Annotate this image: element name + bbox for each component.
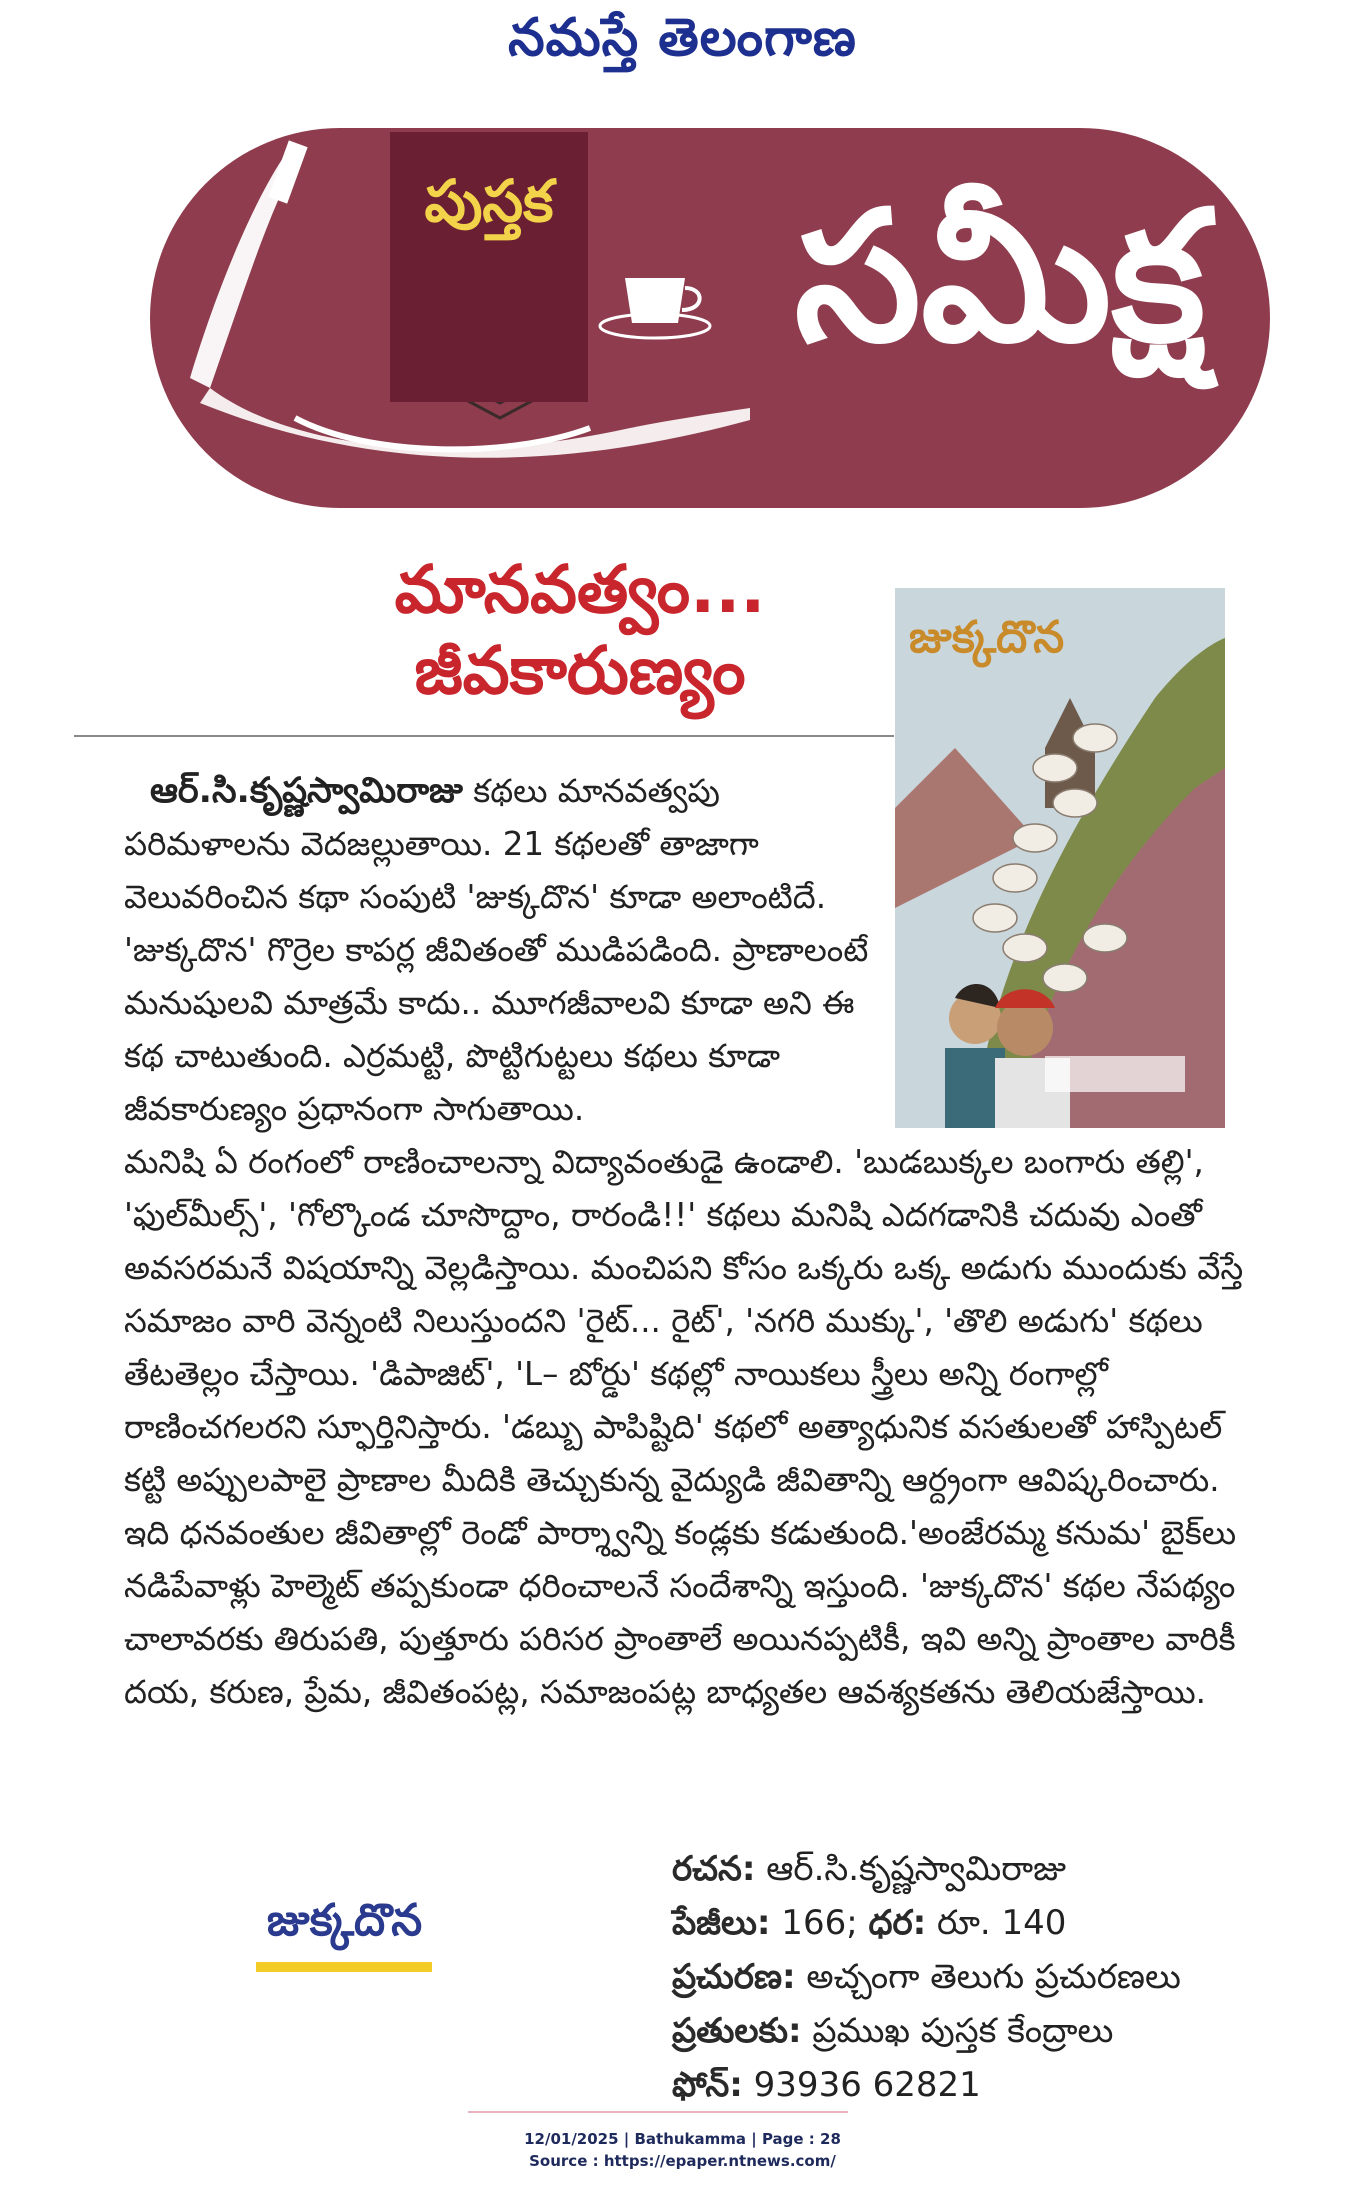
credit-phone-row (672, 2058, 1272, 2112)
credit-label: ప్రతులకు: (672, 2011, 802, 2051)
credit-author-row (672, 1842, 1272, 1896)
headline-divider (74, 735, 894, 737)
banner-tag-label: పుస్తక (424, 167, 554, 235)
credit-label: ధర: (868, 1903, 927, 1943)
section-banner (150, 128, 1270, 508)
credit-value: ప్రముఖ పుస్తక కేంద్రాలు (801, 2011, 1114, 2051)
footer-divider (468, 2111, 848, 2113)
author-lead: ఆర్.సి.కృష్ణస్వామిరాజు (150, 771, 463, 811)
credit-label: ఫోన్: (672, 2065, 743, 2105)
credit-publisher-row (672, 1950, 1272, 2004)
masthead-title: నమస్తే తెలంగాణ (508, 8, 857, 68)
credit-value: 93936 62821 (742, 2065, 981, 2105)
credit-label: పేజీలు: (672, 1903, 771, 1943)
book-credits (672, 1842, 1272, 2112)
book-name-underline (256, 1962, 432, 1972)
credit-value: అచ్చంగా తెలుగు ప్రచురణలు (795, 1957, 1181, 1997)
page-footer (0, 2128, 1365, 2172)
footer-source: Source : https://epaper.ntnews.com/ (529, 2152, 836, 2170)
headline-line-1: మానవత్వం... (394, 551, 766, 628)
credit-value: 166; (770, 1903, 869, 1943)
body-paragraph-main: మనిషి ఏ రంగంలో రాణించాలన్నా విద్యావంతుడై ఉండాలి. 'బుడబుక్కల బంగారు తల్లి', 'ఫుల్‌మీల్స్', 'గోల్కొండ చూసొద్దాం, రారండి!!' కథలు మనిషి ఎదగడానికి చదువు ఎంతో అవసరమనే విషయాన్ని వెల్లడిస్తాయి. మంచిపని కోసం ఒక్కరు ఒక్క అడుగు ముందుకు వేస్తే సమాజం వారి వెన్నంటి నిలుస్తుందని 'రైట్... రైట్', 'నగరి ముక్కు', 'తొలి అడుగు' కథలు తేటతెల్లం చేస్తాయి. 'డిపాజిట్', 'L– బోర్డు' కథల్లో నాయికలు స్త్రీలు అన్ని రంగాల్లో రాణించగలరని స్ఫూర్తినిస్తారు. 'డబ్బు పాపిష్టిది' కథలో అత్యాధునిక వసతులతో హాస్పిటల్ కట్టి అప్పులపాలై ప్రాణాల మీదికి తెచ్చుకున్న వైద్యుడి జీవితాన్ని ఆర్ద్రంగా ఆవిష్కరించారు. ఇది ధనవంతుల జీవితాల్లో రెండో పార్శ్వాన్ని కండ్లకు కడుతుంది.'అంజేరమ్మ కనుమ' బైక్‌లు నడిపేవాళ్లు హెల్మెట్ తప్పకుండా ధరించాలనే సందేశాన్ని ఇస్తుంది. 'జుక్కదొన' కథల నేపథ్యం చాలావరకు తిరుపతి, పుత్తూరు పరిసర ప్రాంతాలే అయినప్పటికీ, ఇవి అన్ని ప్రాంతాల వారికీ దయ, కరుణ, ప్రేమ, జీవితంపట్ల, సమాజంపట్ల బాధ్యతల ఆవశ్యకతను తెలియజేస్తాయి. (124, 1143, 1244, 1711)
headline-line-2: జీవకారుణ్యం (414, 631, 746, 709)
credit-value: రూ. 140 (926, 1903, 1067, 1943)
article-headline (300, 550, 860, 711)
credit-pages-row (672, 1896, 1272, 1950)
footer-date-page: 12/01/2025 | Bathukamma | Page : 28 (524, 2130, 841, 2148)
credit-label: రచన: (672, 1849, 756, 1889)
article-body (124, 765, 1254, 1719)
book-cover-title: జుక్కదొన (909, 612, 1065, 663)
credit-copies-row (672, 2004, 1272, 2058)
credit-value: ఆర్.సి.కృష్ణస్వామిరాజు (755, 1849, 1067, 1889)
body-paragraph-intro (124, 765, 884, 1136)
banner-tag-block (390, 132, 588, 402)
credit-label: ప్రచురణ: (672, 1957, 796, 1997)
book-name-label: జుక్కదొన (266, 1895, 423, 1946)
banner-title: సమీక్ష (794, 173, 1206, 382)
body-intro-text: కథలు మానవత్వపు పరిమళాలను వెదజల్లుతాయి. 21 కథలతో తాజాగా వెలువరించిన కథా సంపుటి 'జుక్కదొన' కూడా అలాంటిదే. 'జుక్కదొన' గొర్రెల కాపర్ల జీవితంతో ముడిపడింది. ప్రాణాలంటే మనుషులవి మాత్రమే కాదు.. మూగజీవాలవి కూడా అని ఈ కథ చాటుతుంది. ఎర్రమట్టి, పొట్టిగుట్టలు కథలు కూడా జీవకారుణ్యం ప్రధానంగా సాగుతాయి. (124, 772, 869, 1128)
